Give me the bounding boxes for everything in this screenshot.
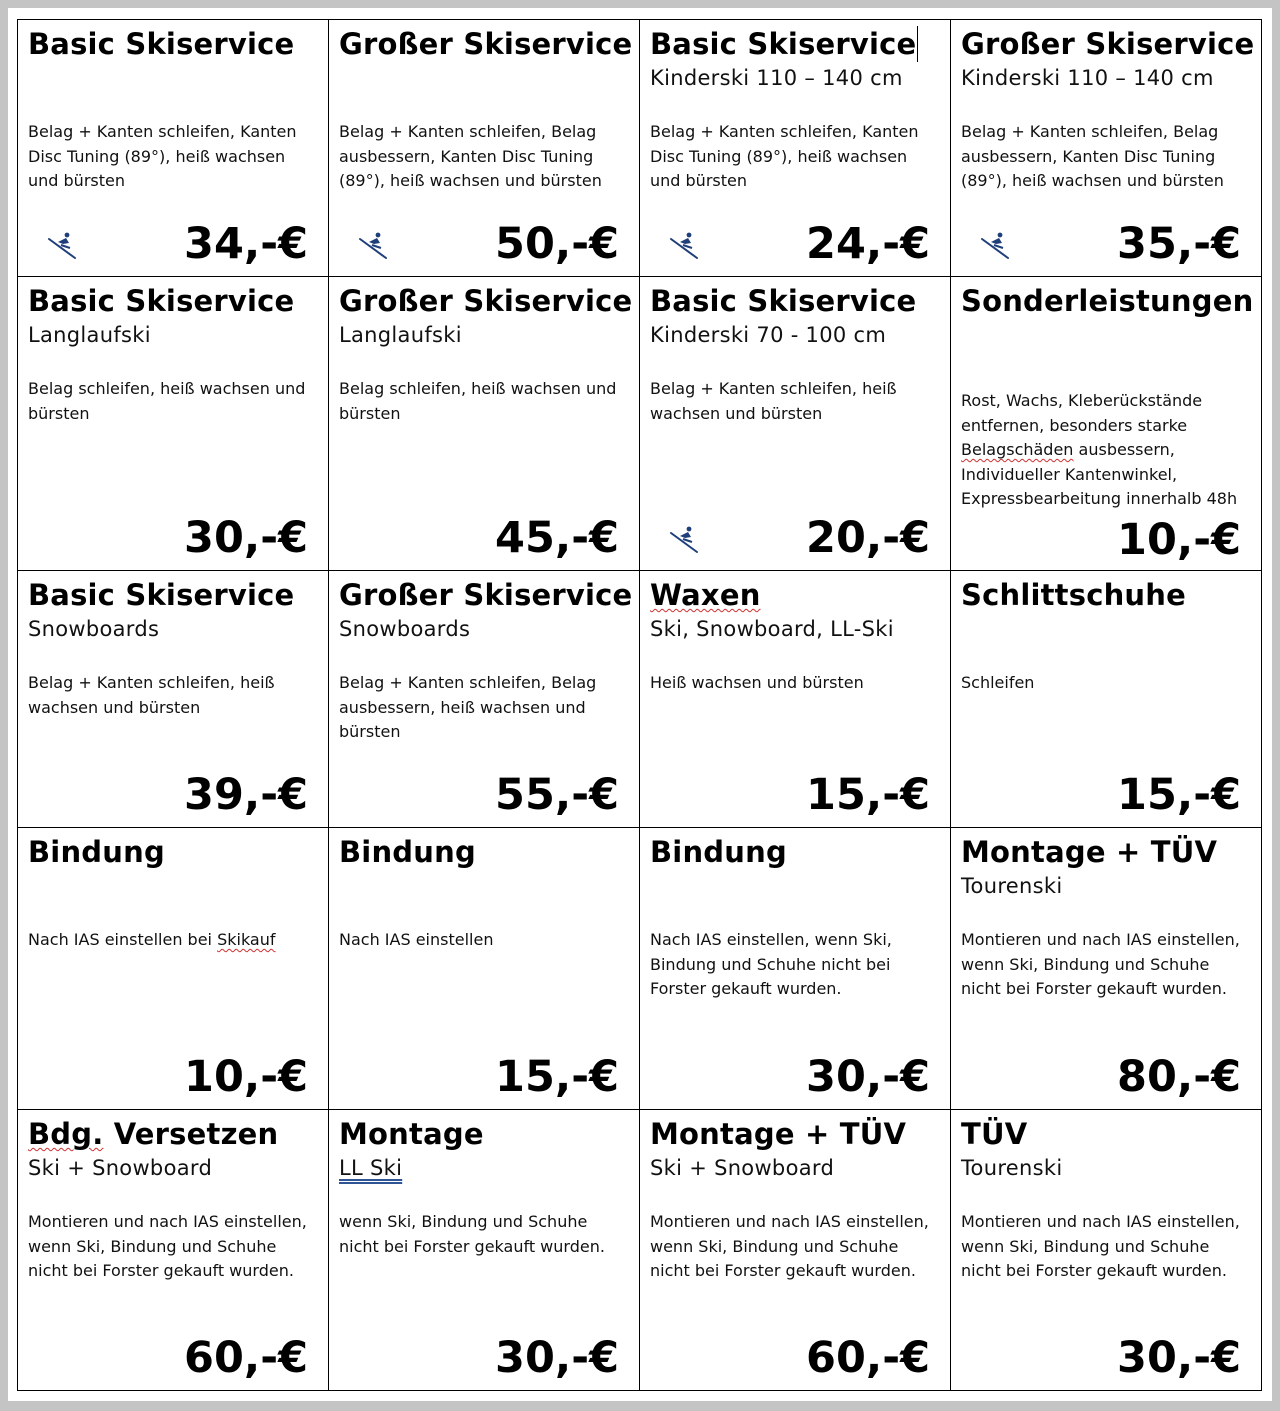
- card-description: Schleifen: [961, 673, 1035, 692]
- skier-icon: [668, 524, 700, 554]
- card-title: Großer Skiservice: [339, 284, 633, 318]
- spellcheck-word[interactable]: Waxen: [650, 578, 761, 612]
- card-title-text: Basic Skiservice: [650, 27, 917, 61]
- skier-icon: [357, 230, 389, 260]
- card-price: 60,-€: [184, 1333, 308, 1383]
- desc-part: Nach IAS einstellen bei: [28, 930, 218, 949]
- card-description: Montieren und nach IAS einstellen, wenn Ski, Bindung und Schuhe nicht bei Forster gekauft wurden.: [961, 1212, 1240, 1280]
- card-title-rest: Versetzen: [103, 1117, 279, 1151]
- card-description: Belag schleifen, heiß wachsen und bürsten: [28, 379, 306, 423]
- skier-icon: [668, 230, 700, 260]
- card-title: Basic Skiservice: [28, 27, 295, 61]
- card-price: 15,-€: [495, 1052, 619, 1102]
- card-subtitle: Tourenski: [961, 1156, 1063, 1180]
- card-bindung-skikauf: [18, 828, 329, 1110]
- card-grosser-skiservice-snowboard: [329, 571, 640, 828]
- skier-icon: [46, 230, 78, 260]
- card-sonderleistungen: [951, 277, 1261, 571]
- card-description: Belag + Kanten schleifen, Belag ausbessern, Kanten Disc Tuning (89°), heiß wachsen und bürsten: [961, 122, 1224, 190]
- card-price: 80,-€: [1117, 1052, 1241, 1102]
- card-description: Belag + Kanten schleifen, heiß wachsen und bürsten: [28, 673, 275, 717]
- spellcheck-word[interactable]: Bdg.: [28, 1117, 104, 1151]
- card-description: wenn Ski, Bindung und Schuhe nicht bei Forster gekauft wurden.: [339, 1212, 605, 1256]
- card-grosser-skiservice-kinderski: [951, 20, 1261, 277]
- card-description: [28, 928, 320, 953]
- card-title: Montage + TÜV: [650, 1117, 907, 1151]
- card-subtitle: [339, 1154, 402, 1182]
- card-title: Montage: [339, 1117, 484, 1151]
- card-price: 50,-€: [495, 219, 619, 269]
- card-title: Bindung: [339, 835, 476, 869]
- card-bindung: [329, 828, 640, 1110]
- card-description: Belag schleifen, heiß wachsen und bürsten: [339, 379, 617, 423]
- card-price: 39,-€: [184, 770, 308, 820]
- skier-icon: [979, 230, 1011, 260]
- card-title: Bindung: [650, 835, 787, 869]
- card-description: Montieren und nach IAS einstellen, wenn Ski, Bindung und Schuhe nicht bei Forster gekauft wurden.: [28, 1212, 307, 1280]
- price-table: [17, 19, 1262, 1391]
- card-price: 30,-€: [806, 1052, 930, 1102]
- card-title: TÜV: [961, 1117, 1028, 1151]
- card-montage-tuev-tourenski: [951, 828, 1261, 1110]
- card-price: 30,-€: [184, 513, 308, 563]
- grammar-flag-word[interactable]: LL Ski: [339, 1156, 403, 1180]
- card-montage-ll-ski: [329, 1110, 640, 1390]
- card-description: Heiß wachsen und bürsten: [650, 673, 864, 692]
- card-subtitle: Ski, Snowboard, LL-Ski: [650, 617, 894, 641]
- desc-part: ausbessern, Individueller Kantenwinkel, Expressbearbeitung innerhalb 48h: [961, 440, 1238, 508]
- card-title: Bindung: [28, 835, 165, 869]
- card-price: 10,-€: [184, 1052, 308, 1102]
- card-price: 15,-€: [1117, 770, 1241, 820]
- card-description: Belag + Kanten schleifen, heiß wachsen und bürsten: [650, 379, 897, 423]
- card-title: Montage + TÜV: [961, 835, 1218, 869]
- card-title: Basic Skiservice: [28, 284, 295, 318]
- card-price: 35,-€: [1117, 219, 1241, 269]
- card-subtitle: Kinderski 110 – 140 cm: [961, 66, 1214, 90]
- card-title: Großer Skiservice: [961, 27, 1255, 61]
- card-subtitle: Ski + Snowboard: [650, 1156, 835, 1180]
- card-description: Belag + Kanten schleifen, Belag ausbessern, Kanten Disc Tuning (89°), heiß wachsen und bürsten: [339, 122, 602, 190]
- card-price: 45,-€: [495, 513, 619, 563]
- card-title: [650, 577, 761, 613]
- spellcheck-word[interactable]: Skikauf: [217, 930, 276, 949]
- card-waxen: [640, 571, 951, 828]
- card-grosser-skiservice-langlauf: [329, 277, 640, 571]
- card-price: 10,-€: [1117, 515, 1241, 565]
- card-price: 24,-€: [806, 219, 930, 269]
- card-price: 30,-€: [495, 1333, 619, 1383]
- card-basic-skiservice-langlauf: [18, 277, 329, 571]
- card-price: 60,-€: [806, 1333, 930, 1383]
- card-description: Belag + Kanten schleifen, Kanten Disc Tuning (89°), heiß wachsen und bürsten: [28, 122, 297, 190]
- card-tuev-tourenski: [951, 1110, 1261, 1390]
- card-description: Nach IAS einstellen, wenn Ski, Bindung und Schuhe nicht bei Forster gekauft wurden.: [650, 930, 892, 998]
- document-page: [8, 8, 1272, 1401]
- card-description: Montieren und nach IAS einstellen, wenn Ski, Bindung und Schuhe nicht bei Forster gekauft wurden.: [650, 1212, 929, 1280]
- desc-part: Rost, Wachs, Kleberückstände entfernen, besonders starke: [961, 391, 1203, 435]
- card-price: 20,-€: [806, 513, 930, 563]
- card-grosser-skiservice: [329, 20, 640, 277]
- card-montage-tuev-ski: [640, 1110, 951, 1390]
- card-bdg-versetzen: [18, 1110, 329, 1390]
- card-basic-skiservice-kinderski: [640, 20, 951, 277]
- card-title: Sonderleistungen: [961, 284, 1254, 318]
- card-basic-skiservice-kinderski-small: [640, 277, 951, 571]
- card-title: Großer Skiservice: [339, 578, 633, 612]
- card-subtitle: Langlaufski: [28, 323, 151, 347]
- card-price: 15,-€: [806, 770, 930, 820]
- card-bindung-fremd: [640, 828, 951, 1110]
- card-title: Schlittschuhe: [961, 578, 1186, 612]
- spellcheck-word[interactable]: Belagschäden: [961, 440, 1074, 459]
- card-price: 34,-€: [184, 219, 308, 269]
- card-title: Basic Skiservice: [28, 578, 295, 612]
- card-title[interactable]: [650, 26, 918, 62]
- card-subtitle: Kinderski 70 - 100 cm: [650, 323, 887, 347]
- card-subtitle: Snowboards: [28, 617, 160, 641]
- card-schlittschuhe: [951, 571, 1261, 828]
- text-cursor: [917, 26, 918, 62]
- card-title: Großer Skiservice: [339, 27, 633, 61]
- card-description: Belag + Kanten schleifen, Belag ausbessern, heiß wachsen und bürsten: [339, 673, 597, 741]
- card-description: Montieren und nach IAS einstellen, wenn Ski, Bindung und Schuhe nicht bei Forster gekauft wurden.: [961, 930, 1240, 998]
- card-basic-skiservice-snowboard: [18, 571, 329, 828]
- card-price: 55,-€: [495, 770, 619, 820]
- card-subtitle: Langlaufski: [339, 323, 462, 347]
- card-description: Nach IAS einstellen: [339, 930, 494, 949]
- card-title: [28, 1116, 278, 1152]
- card-basic-skiservice: [18, 20, 329, 277]
- card-subtitle: Ski + Snowboard: [28, 1156, 213, 1180]
- card-title: Basic Skiservice: [650, 284, 917, 318]
- card-description: [961, 389, 1253, 512]
- card-subtitle: Tourenski: [961, 874, 1063, 898]
- card-subtitle: Kinderski 110 – 140 cm: [650, 66, 903, 90]
- card-price: 30,-€: [1117, 1333, 1241, 1383]
- card-description: Belag + Kanten schleifen, Kanten Disc Tuning (89°), heiß wachsen und bürsten: [650, 122, 919, 190]
- card-subtitle: Snowboards: [339, 617, 471, 641]
